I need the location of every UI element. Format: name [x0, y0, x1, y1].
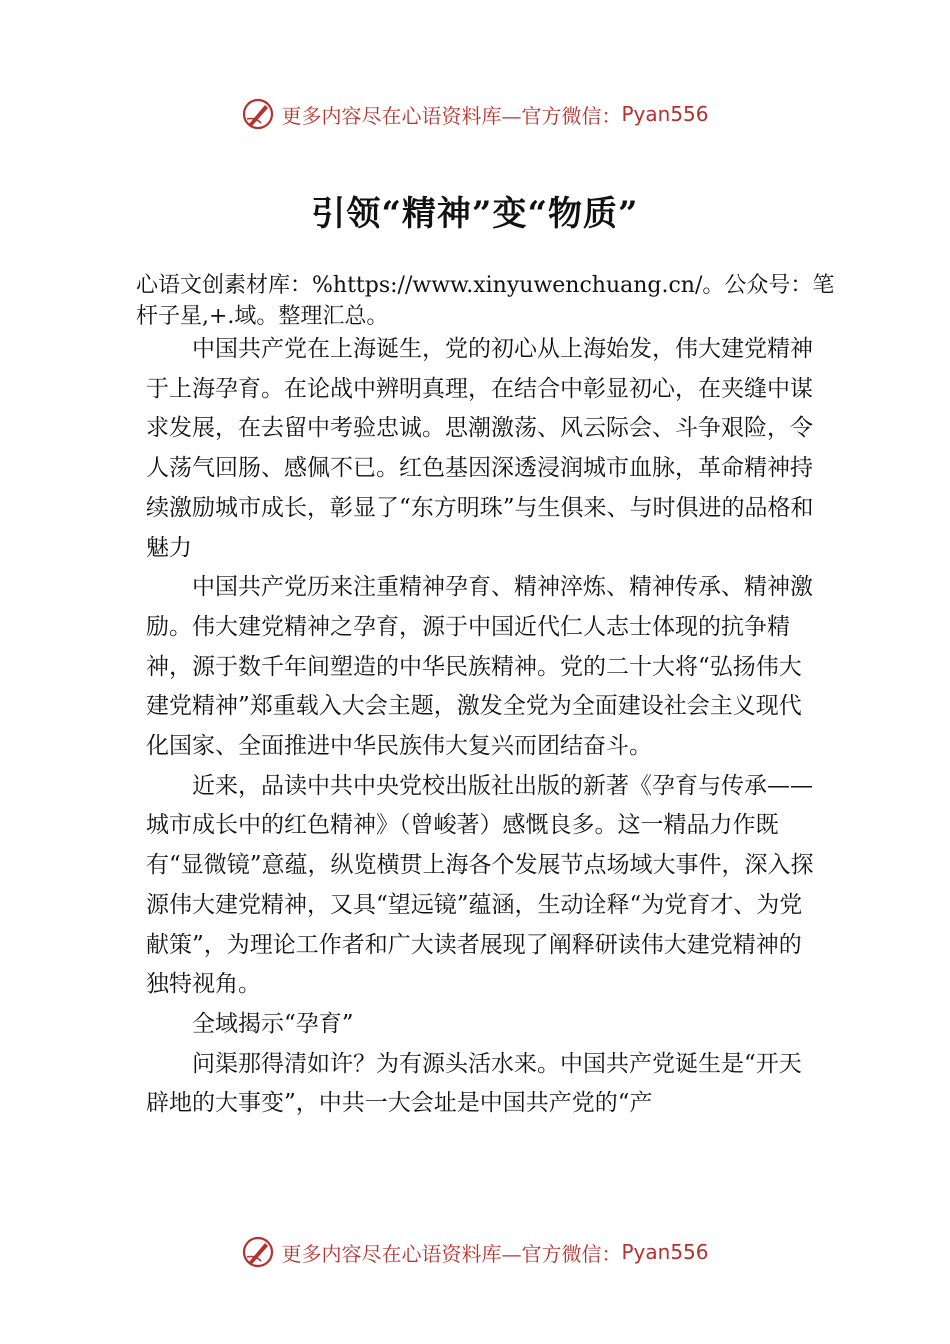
- banner-text: 更多内容尽在心语资料库—官方微信：: [281, 1241, 622, 1266]
- footer-banner: [0, 1232, 950, 1272]
- source-note: 心语文创素材库：%https://www.xinyuwenchuang.cn/。公众号：笔杆子星,+.域。整理汇总。: [136, 273, 835, 329]
- banner-text: 更多内容尽在心语资料库—官方微信：: [281, 103, 622, 128]
- paragraph: 问渠那得清如许？为有源头活水来。中国共产党诞生是“开天辟地的大事变”，中共一大会址是中国共产党的“产: [146, 1050, 802, 1117]
- section-heading: 全域揭示“孕育”: [192, 1010, 354, 1037]
- document-title: 引领“精神”变“物质”: [311, 194, 639, 234]
- header-banner: [0, 94, 950, 134]
- banner-wechat-id: Pyan556: [621, 1240, 709, 1264]
- paragraph: 中国共产党历来注重精神孕育、精神淬炼、精神传承、精神激励。伟大建党精神之孕育，源于中国近代仁人志士体现的抗争精神，源于数千年间塑造的中华民族精神。党的二十大将“弘扬伟大建党精神”郑重载入大会主题，激发全党为全面建设社会主义现代化国家、全面推进中华民族伟大复兴而团结奋斗。: [146, 574, 813, 760]
- banner-wechat-id: Pyan556: [621, 102, 709, 126]
- paragraph: 近来，品读中共中央党校出版社出版的新著《孕育与传承——城市成长中的红色精神》（曾峻著）感慨良多。这一精品力作既有“显微镜”意蕴，纵览横贯上海各个发展节点场域大事件，深入探源伟大建党精神，又具“望远镜”蕴涵，生动诠释“为党育才、为党献策”，为理论工作者和广大读者展现了阐释研读伟大建党精神的独特视角。: [146, 772, 814, 998]
- document-body: [146, 330, 818, 1124]
- paragraph: 中国共产党在上海诞生，党的初心从上海始发，伟大建党精神于上海孕育。在论战中辨明真理，在结合中彰显初心，在夹缝中谋求发展，在去留中考验忠诚。思潮激荡、风云际会、斗争艰险，令人荡气回肠、感佩不已。红色基因深透浸润城市血脉，革命精神持续激励城市成长，彰显了“东方明珠”与生俱来、与时俱进的品格和魅力: [146, 336, 814, 561]
- quill-logo-icon: [241, 1235, 275, 1269]
- quill-logo-icon: [241, 97, 275, 131]
